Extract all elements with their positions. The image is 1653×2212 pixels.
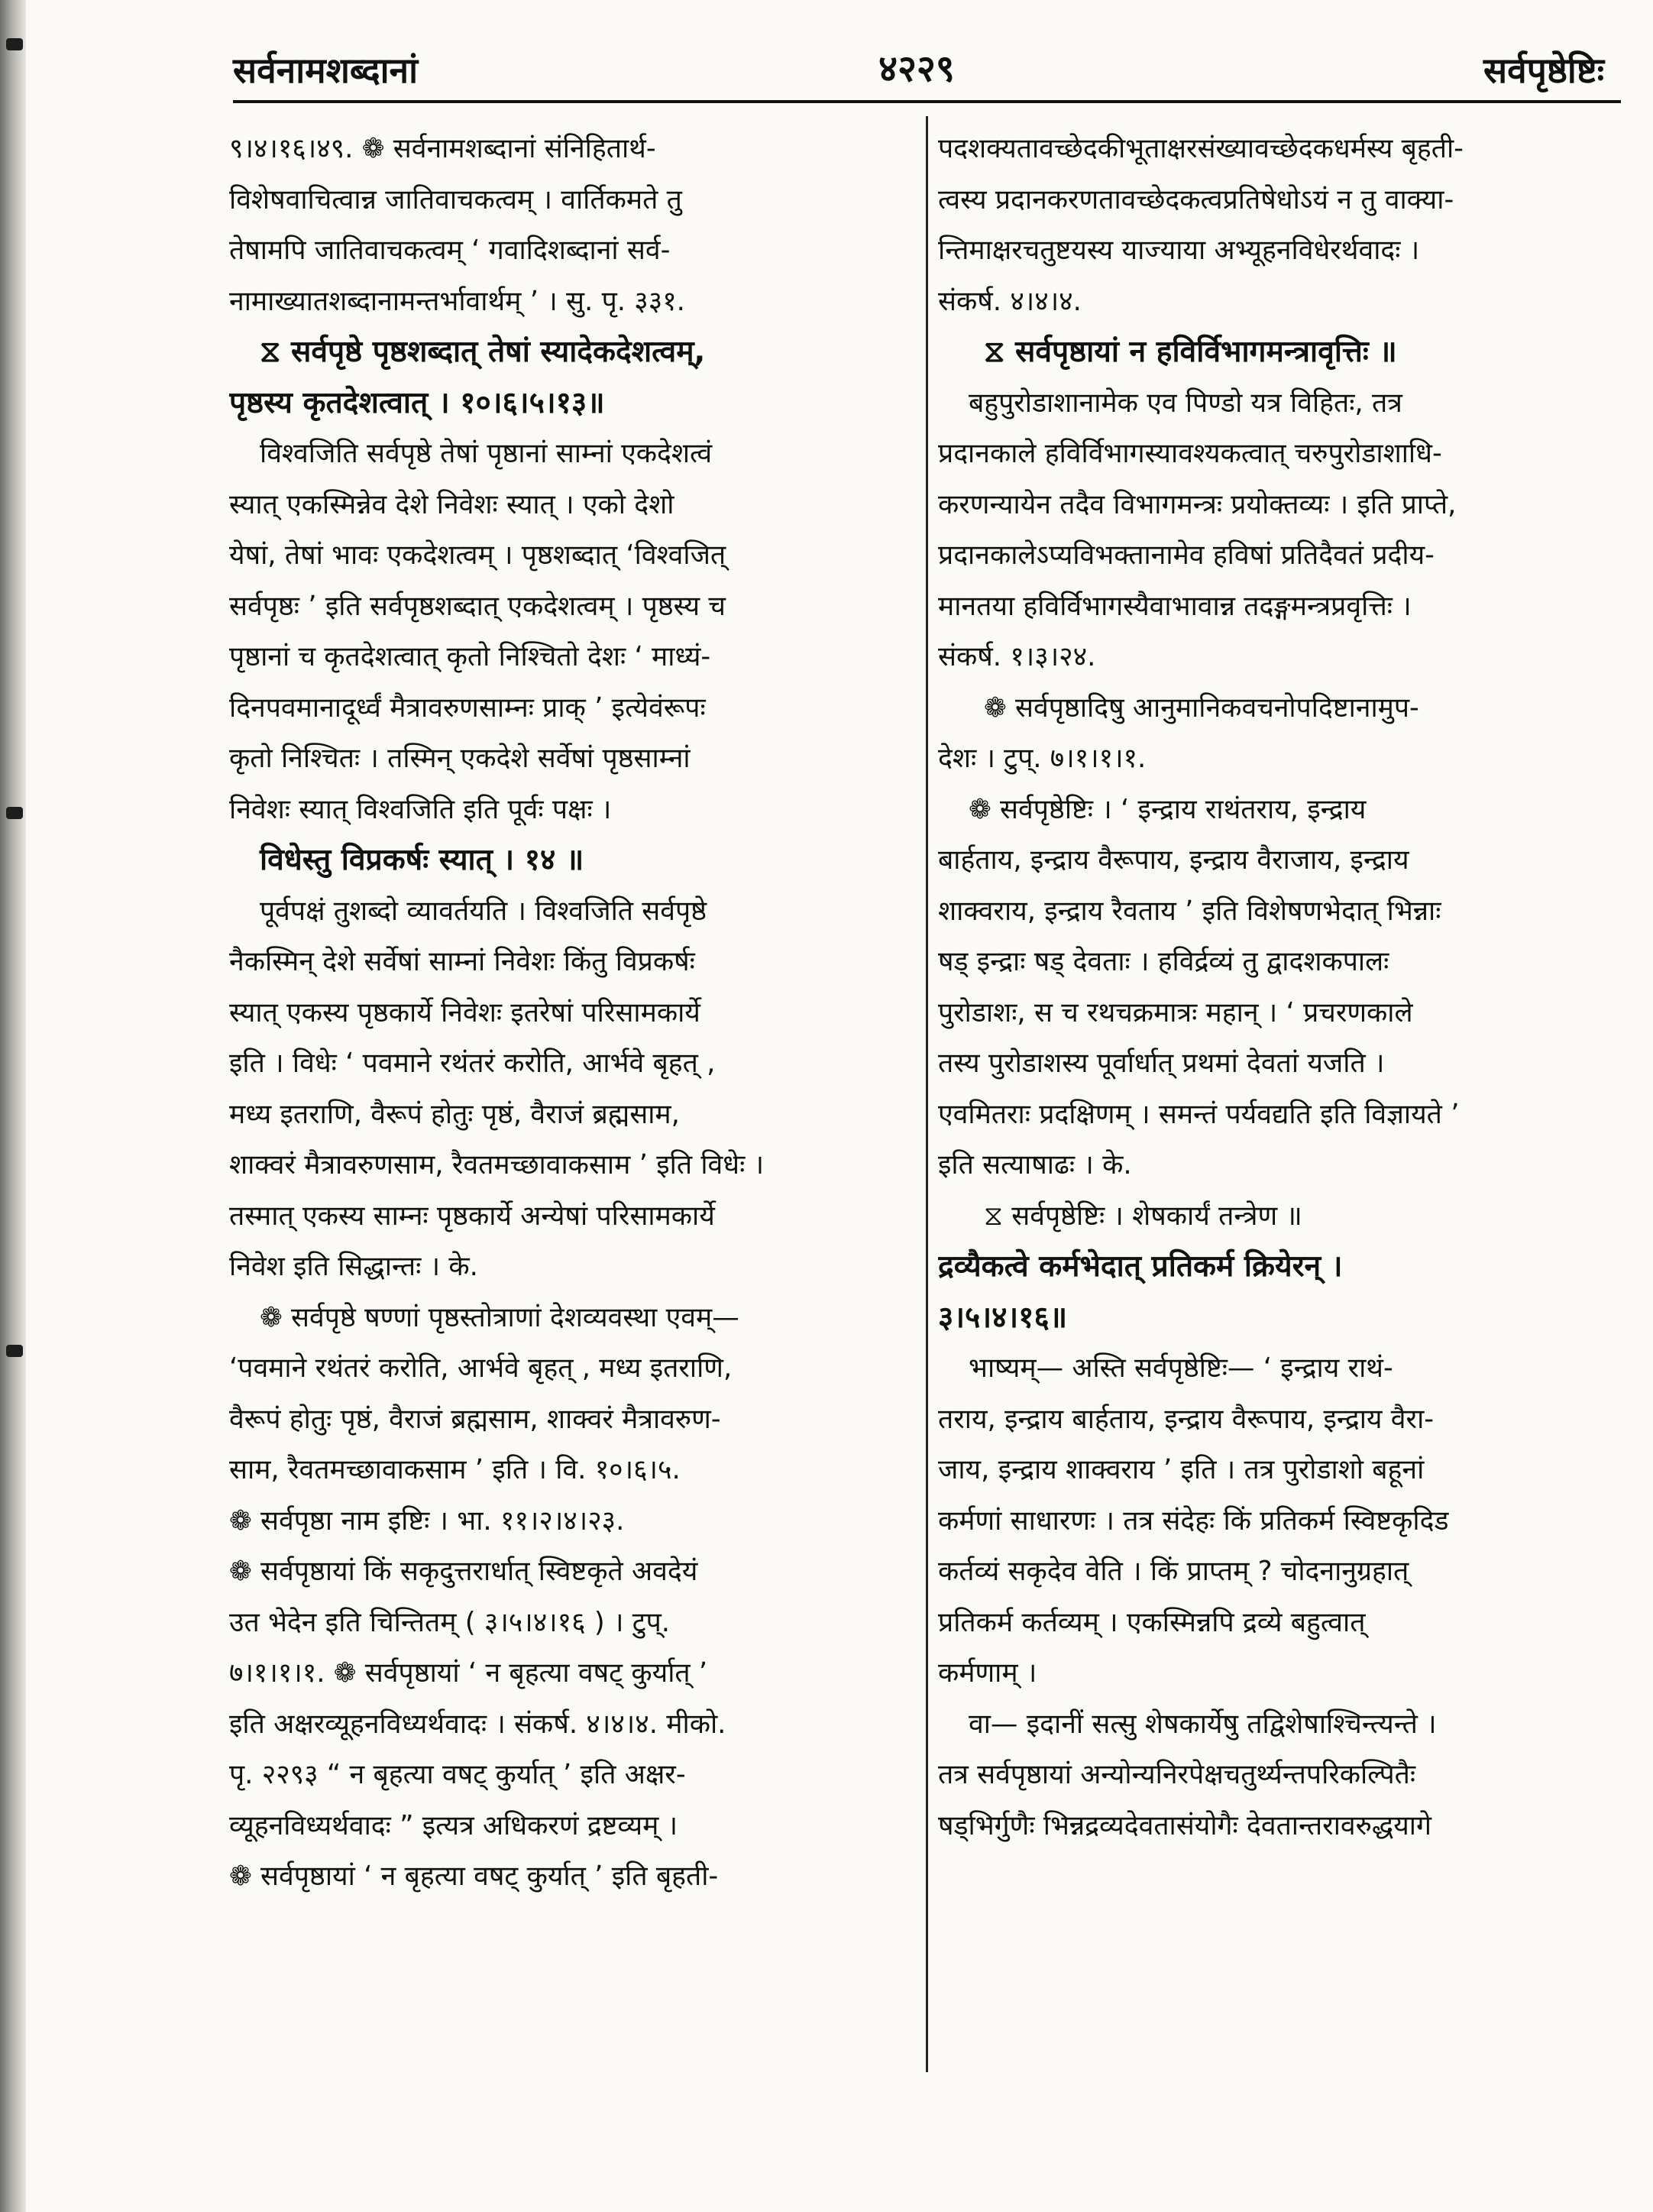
text-line: ⧖ सर्वपृष्ठेष्टिः । शेषकार्यं तन्त्रेण ॥ — [984, 1200, 1302, 1232]
running-head-right: सर्वपृष्ठेष्टिः — [1483, 50, 1604, 91]
text-line: पदशक्यतावच्छेदकीभूताक्षरसंख्यावच्छेदकधर्मस्य बृहती- — [938, 133, 1464, 164]
text-line: न्तिमाक्षरचतुष्टयस्य याज्याया अभ्यूहनविधेरर्थवादः । — [938, 235, 1420, 266]
text-line: जाय, इन्द्राय शाक्वराय ’ इति । तत्र पुरोडाशो बहूनां — [938, 1454, 1425, 1485]
text-line: बार्हताय, इन्द्राय वैरूपाय, इन्द्राय वैराजाय, इन्द्राय — [938, 844, 1409, 876]
text-line: संकर्ष. १।३।२४. — [938, 641, 1096, 672]
text-line: तस्य पुरोडाशस्य पूर्वार्धात् प्रथमां देवतां यजति । — [938, 1048, 1385, 1079]
heading-line: विधेस्तु विप्रकर्षः स्यात् । १४ ॥ — [260, 843, 584, 877]
text-line: स्यात् एकस्मिन्नेव देशे निवेशः स्यात् । एको देशो — [229, 488, 674, 520]
text-line: प्रतिकर्म कर्तव्यम् । एकस्मिन्नपि द्रव्ये बहुत्वात् — [938, 1606, 1366, 1638]
text-line: विशेषवाचित्वान्न जातिवाचकत्वम् । वार्तिकमते तु — [229, 183, 682, 215]
text-line: करणन्यायेन तदैव विभागमन्त्रः प्रयोक्तव्यः । इति प्राप्ते, — [938, 488, 1457, 520]
text-line: तस्मात् एकस्य साम्नः पृष्ठकार्ये अन्येषां परिसामकार्ये — [229, 1200, 715, 1232]
text-line: विश्वजिति सर्वपृष्ठे तेषां पृष्ठानां साम्नां एकदेशत्वं — [260, 438, 713, 469]
text-line: ❁ सर्वपृष्ठेष्टिः । ‘ इन्द्राय राथंतराय, इन्द्राय — [969, 793, 1367, 825]
text-line: निवेशः स्यात् विश्वजिति इति पूर्वः पक्षः । — [229, 793, 612, 825]
text-line: ९।४।१६।४९. ❁ सर्वनामशब्दानां संनिहितार्थ- — [229, 133, 656, 164]
text-line: पूर्वपक्षं तुशब्दो व्यावर्तयति । विश्वजिति सर्वपृष्ठे — [260, 895, 707, 927]
text-line: कर्मणाम् । — [938, 1657, 1037, 1689]
text-line: इति अक्षरव्यूहनविध्यर्थवादः । संकर्ष. ४।४।४. मीको. — [229, 1708, 726, 1740]
text-line: ❁ सर्वपृष्ठायां किं सकृदुत्तरार्धात् स्विष्टकृते अवदेयं — [229, 1556, 698, 1587]
text-line: तेषामपि जातिवाचकत्वम् ‘ गवादिशब्दानां सर्व- — [229, 235, 671, 266]
text-line: षड्भिर्गुणैः भिन्नद्रव्यदेवतासंयोगैः देवतान्तरावरुद्धयागे — [938, 1809, 1431, 1841]
text-line: पृष्ठानां च कृतदेशत्वात् कृतो निश्चितो देशः ‘ माध्यं- — [229, 641, 711, 672]
text-line: नामाख्यातशब्दानामन्तर्भावार्थम् ’ । सु. पृ. ३३१. — [229, 285, 685, 317]
text-line: शाक्वराय, इन्द्राय रैवताय ’ इति विशेषणभेदात् भिन्नाः — [938, 895, 1441, 927]
text-line: इति । विधेः ‘ पवमाने रथंतरं करोति, आर्भवे बृहत् , — [229, 1048, 716, 1079]
scan-mark — [6, 807, 23, 819]
scan-mark — [6, 1345, 23, 1357]
text-line: ‘पवमाने रथंतरं करोति, आर्भवे बृहत् , मध्य इतराणि, — [229, 1352, 733, 1384]
column-divider — [926, 116, 928, 2072]
text-line: वैरूपं होतुः पृष्ठं, वैराजं ब्रह्मसाम, शाक्वरं मैत्रावरुण- — [229, 1403, 721, 1435]
text-line: येषां, तेषां भावः एकदेशत्वम् । पृष्ठशब्दात् ‘विश्वजित् — [229, 539, 726, 571]
heading-line: पृष्ठस्य कृतदेशत्वात् । १०।६।५।१३॥ — [229, 385, 605, 420]
text-line: उत भेदेन इति चिन्तितम् ( ३।५।४।१६ ) । टुप्. — [229, 1606, 671, 1638]
text-line: तराय, इन्द्राय बार्हताय, इन्द्राय वैरूपाय, इन्द्राय वैरा- — [938, 1403, 1435, 1435]
text-line: मानतया हविर्विभागस्यैवाभावान्न तदङ्गमन्त्रप्रवृत्तिः । — [938, 590, 1412, 622]
text-line: संकर्ष. ४।४।४. — [938, 285, 1082, 317]
text-line: तत्र सर्वपृष्ठायां अन्योन्यनिरपेक्षचतुर्थ्यन्तपरिकल्पितैः — [938, 1759, 1416, 1790]
text-line: मध्य इतराणि, वैरूपं होतुः पृष्ठं, वैराजं ब्रह्मसाम, — [229, 1098, 680, 1130]
text-line: ❁ सर्वपृष्ठे षण्णां पृष्ठस्तोत्राणां देशव्यवस्था एवम्— — [260, 1301, 739, 1333]
text-line: भाष्यम्— अस्ति सर्वपृष्ठेष्टिः— ‘ इन्द्राय राथं- — [969, 1352, 1393, 1384]
text-line: ❁ सर्वपृष्ठा नाम इष्टिः । भा. ११।२।४।२३. — [229, 1504, 625, 1537]
text-line: शाक्वरं मैत्रावरुणसाम, रैवतमच्छावाकसाम ’ इति विधेः । — [229, 1149, 765, 1180]
text-line: कृतो निश्चितः । तस्मिन् एकदेशे सर्वेषां पृष्ठसाम्नां — [229, 743, 691, 774]
page-header — [233, 32, 1621, 101]
scan-edge — [0, 0, 26, 2212]
text-line: षड् इन्द्राः षड् देवताः । हविर्द्रव्यं तु द्वादशकपालः — [938, 946, 1389, 977]
text-line: दिनपवमानादूर्ध्वं मैत्रावरुणसाम्नः प्राक् ’ इत्येवंरूपः — [229, 691, 706, 724]
text-line: एवमितराः प्रदक्षिणम् । समन्तं पर्यवद्यति इति विज्ञायते ’ — [938, 1098, 1460, 1130]
text-line: पुरोडाशः, स च रथचक्रमात्रः महान् । ‘ प्रचरणकाले — [938, 996, 1413, 1028]
text-line: कर्तव्यं सकृदेव वेति । किं प्राप्तम् ? चोदनानुग्रहात् — [938, 1556, 1409, 1587]
scan-mark — [6, 38, 23, 50]
text-line: नैकस्मिन् देशे सर्वेषां साम्नां निवेशः किंतु विप्रकर्षः — [229, 946, 695, 977]
text-line: साम, रैवतमच्छावाकसाम ’ इति । वि. १०।६।५. — [229, 1454, 681, 1485]
text-line: ❁ सर्वपृष्ठायां ‘ न बृहत्या वषट् कुर्यात् ’ इति बृहती- — [229, 1861, 719, 1892]
text-line: देशः । टुप्. ७।१।१।१. — [938, 743, 1147, 774]
text-line: निवेश इति सिद्धान्तः । के. — [229, 1251, 478, 1282]
text-line: ७।१।१।१. ❁ सर्वपृष्ठायां ‘ न बृहत्या वषट् कुर्यात् ’ — [229, 1657, 708, 1689]
running-head-left: सर्वनामशब्दानां — [233, 50, 419, 91]
heading-line: ⧖ सर्वपृष्ठायां न हविर्विभागमन्त्रावृत्तिः ॥ — [984, 335, 1397, 369]
heading-line: ⧖ सर्वपृष्ठे पृष्ठशब्दात् तेषां स्यादेकदेशत्वम्, — [260, 335, 706, 369]
text-line: ❁ सर्वपृष्ठादिषु आनुमानिकवचनोपदिष्टानामुप- — [984, 691, 1419, 724]
left-column — [229, 124, 913, 1903]
text-line: सर्वपृष्ठः ’ इति सर्वपृष्ठशब्दात् एकदेशत्वम् । पृष्ठस्य च — [229, 590, 726, 622]
heading-line: ३।५।४।१६॥ — [938, 1300, 1068, 1335]
text-line: त्वस्य प्रदानकरणतावच्छेदकत्वप्रतिषेधोऽयं न तु वाक्या- — [938, 183, 1454, 215]
page-number: ४२२९ — [878, 47, 955, 90]
heading-line: द्रव्यैकत्वे कर्मभेदात् प्रतिकर्म क्रियेरन् । — [938, 1249, 1343, 1284]
text-line: पृ. २२९३ “ न बृहत्या वषट् कुर्यात् ’ इति अक्षर- — [229, 1759, 686, 1790]
text-line: कर्मणां साधारणः । तत्र संदेहः किं प्रतिकर्म स्विष्टकृदिड — [938, 1504, 1449, 1537]
text-line: प्रदानकालेऽप्यविभक्तानामेव हविषां प्रतिदैवतं प्रदीय- — [938, 539, 1435, 571]
text-line: प्रदानकाले हविर्विभागस्यावश्यकत्वात् चरुपुरोडाशाधि- — [938, 438, 1442, 469]
right-column — [938, 124, 1614, 1851]
text-line: वा— इदानीं सत्सु शेषकार्येषु तद्विशेषाश्चिन्त्यन्ते । — [969, 1708, 1437, 1740]
text-line: स्यात् एकस्य पृष्ठकार्ये निवेशः इतरेषां परिसामकार्ये — [229, 996, 700, 1028]
text-line: बहुपुरोडाशानामेक एव पिण्डो यत्र विहितः, तत्र — [969, 387, 1402, 419]
text-line: व्यूहनविध्यर्थवादः ” इत्यत्र अधिकरणं द्रष्टव्यम् । — [229, 1809, 678, 1841]
header-rule — [233, 100, 1621, 103]
text-line: इति सत्याषाढः । के. — [938, 1149, 1132, 1180]
